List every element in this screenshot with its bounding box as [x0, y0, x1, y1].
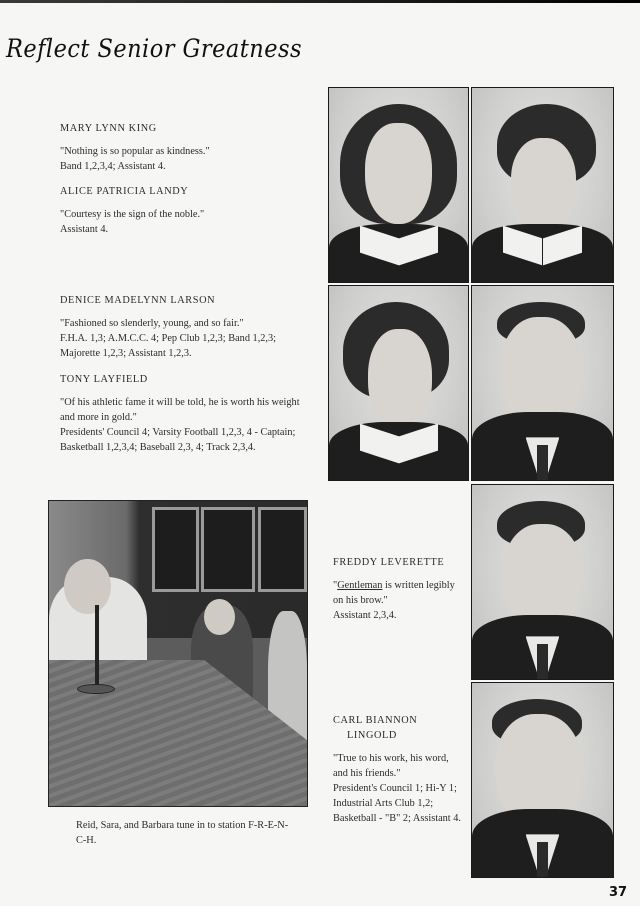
portrait-carl-biannon-lingold [471, 682, 614, 878]
senior-entry-freddy-leverette [333, 555, 465, 623]
senior-quote: "True to his work, his word, and his friends." [333, 753, 449, 779]
portrait-freddy-leverette [471, 484, 614, 680]
senior-activities: Presidents' Council 4; Varsity Football 1,2,3, 4 - Captain; Basketball 1,2,3,4; Baseball 2,3, 4; Track 2,3,4. [60, 427, 296, 453]
portrait-alice-patricia-landy [471, 87, 614, 283]
senior-name: FREDDY LEVERETTE [333, 557, 445, 568]
portrait-mary-lynn-king [328, 87, 469, 283]
senior-entry-alice-patricia-landy [60, 184, 310, 237]
senior-name-line-2: LINGOLD [347, 730, 397, 741]
portrait-denice-madelynn-larson [328, 285, 469, 481]
page-number: 37 [609, 885, 628, 900]
page-title: Reflect Senior Greatness [6, 34, 302, 63]
candid-photo-radio-station [48, 500, 308, 807]
senior-activities: Assistant 4. [60, 224, 109, 235]
senior-activities: Band 1,2,3,4; Assistant 4. [60, 161, 166, 172]
senior-entry-tony-layfield [60, 372, 316, 455]
senior-entry-mary-lynn-king [60, 121, 310, 174]
senior-activities: President's Council 1; Hi-Y 1; Industrial Arts Club 1,2; Basketball - "B" 2; Assistant 4. [333, 783, 461, 824]
portrait-tony-layfield [471, 285, 614, 481]
senior-entry-denice-madelynn-larson [60, 293, 310, 361]
senior-quote: "Of his athletic fame it will be told, he is worth his weight and more in gold." [60, 397, 300, 423]
candid-photo-caption [76, 818, 291, 848]
caption-text: Reid, Sara, and Barbara tune in to station F-R-E-N-C-H. [76, 820, 289, 846]
senior-quote: "Fashioned so slenderly, young, and so fair." [60, 318, 244, 329]
senior-entry-carl-biannon-lingold [333, 713, 465, 826]
senior-name [333, 713, 465, 743]
senior-quote: "Nothing is so popular as kindness." [60, 146, 210, 157]
senior-activities: F.H.A. 1,3; A.M.C.C. 4; Pep Club 1,2,3; Band 1,2,3; Majorette 1,2,3; Assistant 1,2,3. [60, 333, 277, 359]
page-top-border [0, 0, 640, 3]
senior-quote [333, 578, 465, 608]
senior-name: ALICE PATRICIA LANDY [60, 186, 189, 197]
senior-quote: "Courtesy is the sign of the noble." [60, 209, 205, 220]
quote-rest: is written legibly on his brow." [333, 580, 455, 606]
senior-name-line-1: CARL BIANNON [333, 715, 418, 726]
quote-underlined-word: Gentleman [337, 580, 383, 591]
senior-name: MARY LYNN KING [60, 123, 157, 134]
quote-open-mark: " [333, 580, 338, 591]
senior-activities: Assistant 2,3,4. [333, 610, 397, 621]
senior-name: TONY LAYFIELD [60, 374, 148, 385]
senior-name: DENICE MADELYNN LARSON [60, 295, 216, 306]
